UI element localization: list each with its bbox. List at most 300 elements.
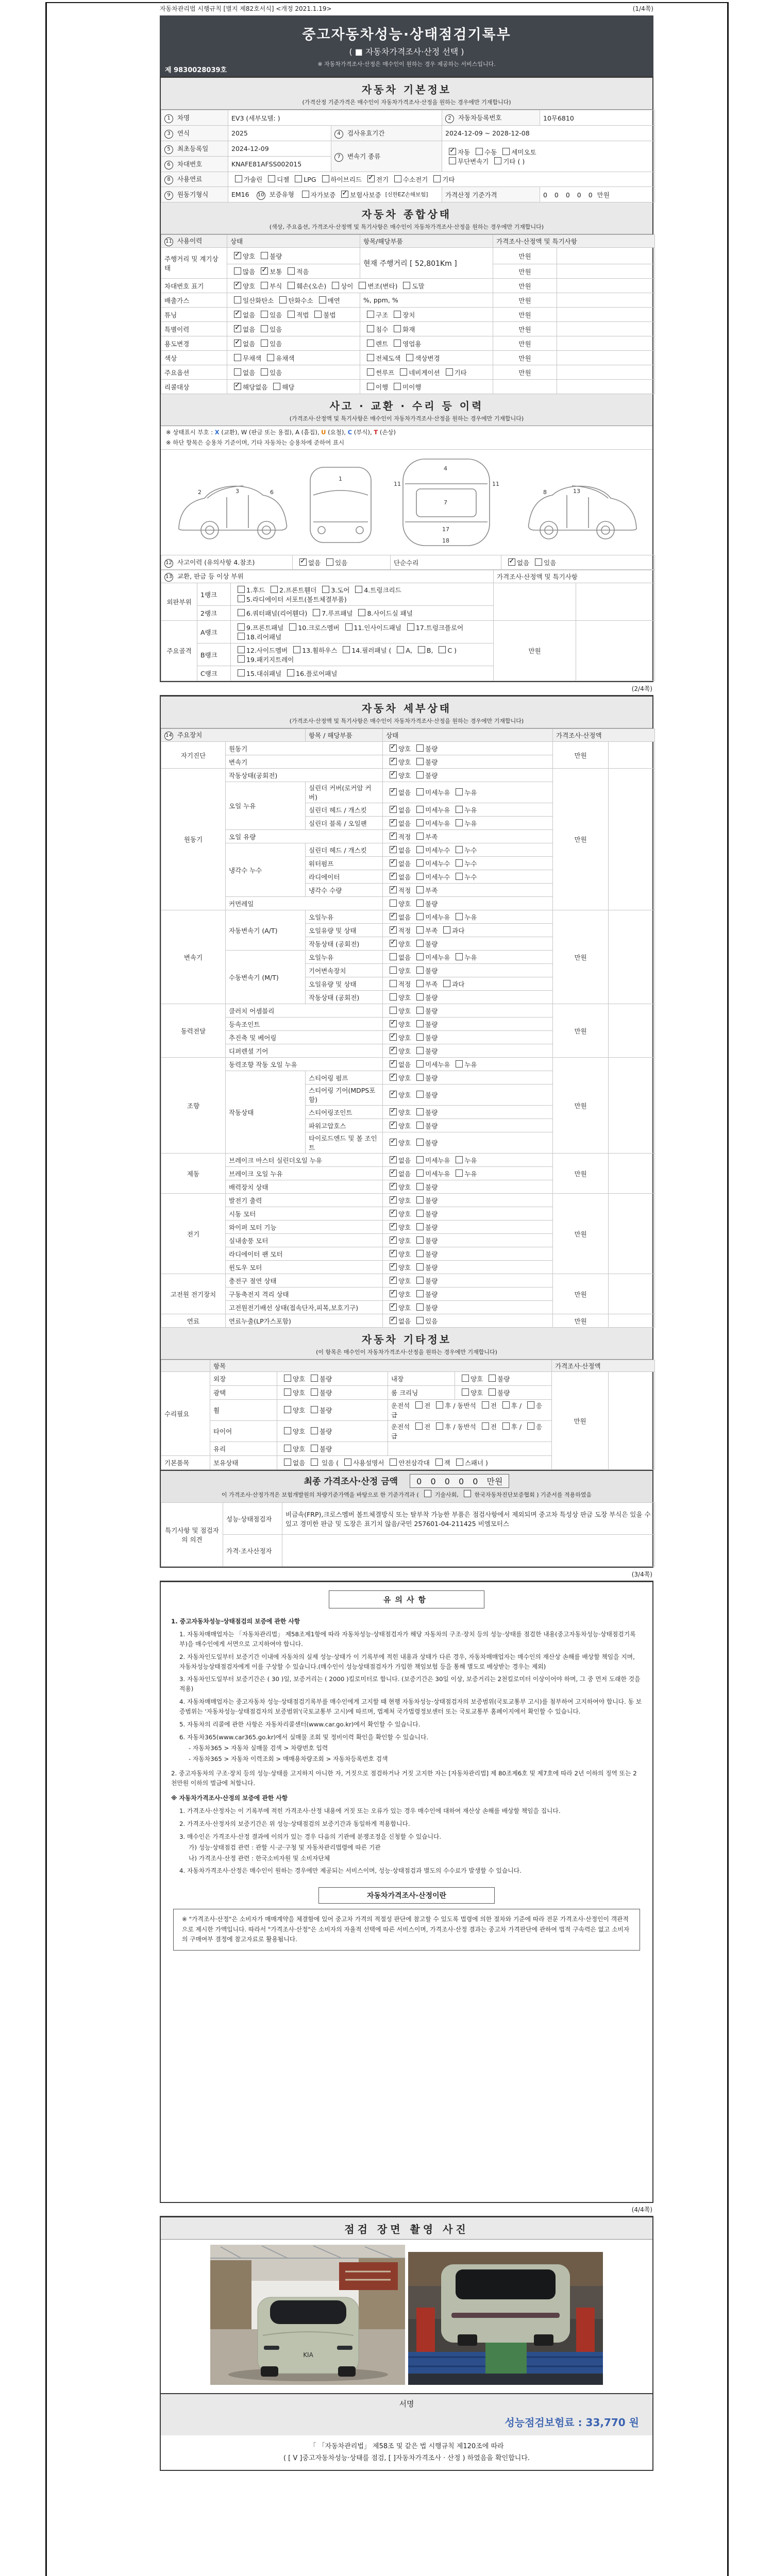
item-cell: 브레이크 오일 누유: [226, 1167, 383, 1180]
rank-note-cell: [576, 621, 655, 681]
etc-section-title: 자동차 기타정보: [361, 1333, 452, 1346]
checkbox-icon: [416, 1290, 424, 1297]
checkbox-icon: [443, 926, 450, 934]
checkbox-icon: [284, 1406, 291, 1413]
accident-section-title: 사고 · 교환 · 수리 등 이력: [329, 400, 484, 412]
item-cell: 라디에이터 팬 모터: [226, 1247, 383, 1261]
rank-items-cell: 9.프론트패널 10.크로스멤버 11.인사이드패널 17.트렁크플로어 18.리어패널: [231, 621, 494, 643]
overall-note-cell: [557, 248, 655, 264]
device-group-cell: 연료: [161, 1314, 226, 1328]
item-cell: 파워고압호스: [306, 1119, 383, 1132]
detail-col-state: 상태: [383, 729, 553, 742]
etc-state-cell-2: 양호 불량: [455, 1372, 552, 1386]
circled-number-icon: 11: [164, 238, 173, 246]
checkbox-icon: [311, 1406, 318, 1413]
checkbox-icon: [416, 913, 424, 920]
checkbox-icon: [238, 623, 245, 631]
value-base-price: 0 0 0 0 0 만원: [540, 187, 655, 202]
diagram-label: 11: [394, 481, 401, 487]
accident-section-header: [161, 394, 652, 426]
checkbox-icon: [416, 1156, 424, 1163]
remarks-appraiser-label: 가격·조사산정자: [223, 1535, 282, 1567]
item-sub-cell: 자동변속기 (A/T): [226, 910, 306, 951]
checkbox-icon: [390, 900, 397, 907]
state-cell: ✓ 없음 미세누유 누유: [383, 1154, 553, 1167]
etc-full-cell: 없음 있음 ( 사용설명서 안전삼각대 잭 스패너 ): [277, 1456, 552, 1470]
diagram-label: 1: [339, 476, 342, 482]
checkbox-icon: [261, 340, 268, 347]
remarks-inspector-text: 비금속(FRP),크로스멤버 볼트체결방식 또는 탈부착 가능한 부품은 점검사항에서 제외되며 중고차 특성상 판금 도장 부식은 있을 수 있고 경미한 판금 및 도장은 표기치 않음/국민 257601-04-211425 비엠모터스: [282, 1503, 655, 1535]
price-cell: 만원: [553, 769, 609, 910]
checkbox-icon: [436, 1401, 443, 1409]
etc-state-cell: 양호 불량: [277, 1400, 388, 1421]
overall-price-cell: 만원: [493, 279, 557, 293]
etc-item-label: 외장: [210, 1372, 277, 1386]
checkbox-icon: [279, 296, 287, 303]
state-cell: ✓ 적정 부족 과다: [383, 924, 553, 937]
state-cell: ✓ 없음 미세누유 누유: [383, 1167, 553, 1180]
rank-items-cell: 15.대쉬패널 16.플로어패널: [231, 666, 494, 681]
checkbox-icon: [416, 1250, 424, 1257]
checkbox-icon: [407, 623, 414, 631]
checkbox-icon: [416, 1047, 424, 1054]
overall-price-cell: 만원: [493, 308, 557, 322]
checkbox-icon: [400, 368, 407, 376]
state-cell: ✓ 양호 불량: [383, 1274, 553, 1287]
overall-price-cell: [493, 380, 557, 394]
checkbox-checked-icon: [508, 558, 515, 566]
state-cell: ✓ 적정 부족: [383, 830, 553, 843]
checkbox-icon: [535, 558, 542, 566]
diagram-label: 11: [492, 481, 499, 487]
state-cell: ✓ 양호 불량: [383, 1261, 553, 1274]
notice-item: 2. 중고자동차의 구조·장치 등의 성능·상태를 고지하지 아니한 자, 거짓으로 점검하거나 거짓 고지한 자는 [자동차관리법] 제 80조제6호 및 제7호에 따라 2년 이하의 징역 또는 2천만원 이하의 벌금에 처합니다.: [171, 1770, 637, 1787]
panel-group-cell: 외판부위: [161, 583, 197, 621]
etc-price-cell: 만원: [552, 1372, 609, 1470]
checkbox-icon: [397, 646, 404, 653]
checkbox-icon: [416, 1170, 424, 1177]
checkbox-icon: [416, 1277, 424, 1284]
state-cell: 양호 불량: [383, 964, 553, 977]
simple-repair-label: 단순수리: [391, 555, 501, 570]
checkbox-icon: [416, 788, 424, 795]
etc-col-price: 가격조사·산정액: [552, 1360, 655, 1372]
checkbox-icon: [489, 1388, 496, 1396]
state-cell: ✓ 양호 불량: [383, 769, 553, 782]
checkbox-icon: [416, 819, 424, 826]
checkbox-icon: [527, 1422, 534, 1430]
diagram-label: 7: [444, 499, 447, 506]
item-cell: 오일유량 및 상태: [306, 977, 383, 991]
checkbox-checked-icon: [234, 325, 241, 332]
checkbox-icon: [238, 669, 245, 676]
note-cell: [609, 1154, 655, 1194]
checkbox-icon: [416, 1223, 424, 1230]
overall-note-cell: [557, 279, 655, 293]
notice-item: 6. 자동차365(www.car365.go.kr)에서 실매물 조회 및 정비이력 확인을 확인할 수 있습니다.: [179, 1733, 429, 1741]
circled-number-icon: 6: [164, 161, 173, 170]
checkbox-icon: [302, 191, 309, 198]
final-price-strip: [161, 1470, 652, 1502]
state-cell: ✓ 양호 불량: [383, 1301, 553, 1314]
checkbox-icon: [456, 859, 463, 867]
checkbox-icon: [390, 953, 397, 960]
checkbox-icon: [271, 586, 278, 593]
state-cell: ✓ 없음 미세누수 누수: [383, 857, 553, 870]
overall-item-cell: %, ppm, %: [360, 293, 493, 308]
document-number: 제 9830028039호: [165, 66, 227, 74]
state-cell: ✓ 없음 있음: [383, 1314, 553, 1328]
checkbox-icon: [322, 175, 329, 182]
diagram-label: 13: [573, 488, 580, 495]
device-group-cell: 자기진단: [161, 742, 226, 769]
note-cell: [609, 769, 655, 910]
checkbox-icon: [406, 354, 413, 361]
notice-item: 1. 중고자동차성능·상태점검의 보증에 관한 사항: [171, 1618, 300, 1625]
final-price-amount: 0 0 0 0 0 만원: [410, 1474, 509, 1488]
circled-number-icon: 14: [164, 732, 173, 740]
state-cell: ✓ 없음 미세누유 누유: [383, 1058, 553, 1071]
title-box: [160, 15, 653, 76]
checkbox-icon: [332, 282, 339, 289]
checkbox-checked-icon: [234, 282, 241, 289]
checkbox-icon: [273, 383, 280, 390]
legend-segment: (흠집),: [299, 429, 322, 436]
final-price-note: 이 가격조사·산정가격은 보험개발원의 차량기준가액을 바탕으로 한 기준가격과 ( 기술사회, 한국자동차진단보증협회 ) 기준서를 적용하였음: [161, 1490, 652, 1499]
page-marker-1: (1/4쪽): [632, 5, 653, 12]
legend-segment: (교환),: [219, 429, 241, 436]
circled-number-icon: 4: [334, 130, 343, 139]
etc-group-cell: 수리필요: [161, 1372, 210, 1456]
checkbox-icon: [311, 1375, 318, 1382]
item-cell: 배력장치 상태: [226, 1180, 383, 1194]
checkbox-checked-icon: [390, 1317, 397, 1324]
notice-item: 5. 자동차의 리콜에 관한 사항은 자동차리콜센터(www.car.go.kr)에서 확인할 수 있습니다.: [179, 1720, 421, 1728]
checkbox-icon: [238, 646, 245, 653]
legend-segment: A: [295, 429, 299, 436]
state-cell: ✓ 양호 불량: [383, 742, 553, 755]
diagram-label: 8: [543, 489, 547, 496]
item-cell: 작동상태 (공회전): [306, 991, 383, 1004]
overall-row-label: 튜닝: [161, 308, 227, 322]
item-cell: 시동 모터: [226, 1207, 383, 1221]
detail-col-device: 14 주요장치: [161, 729, 306, 742]
checkbox-icon: [394, 340, 401, 347]
checkbox-icon: [319, 296, 326, 303]
state-cell: ✓ 없음 미세누유 누유: [383, 817, 553, 830]
checkbox-icon: [238, 609, 245, 616]
circled-number-icon: 12: [164, 559, 173, 568]
overall-col-use-history: 11 사용이력: [161, 235, 227, 248]
etc-item-label-2: 룸 크리닝: [388, 1386, 455, 1400]
block-basic-overall-accident: [160, 76, 653, 682]
state-cell: 양호 불량: [383, 1004, 553, 1018]
checkbox-checked-icon: [390, 1183, 397, 1190]
checkbox-checked-icon: [367, 175, 375, 182]
overall-item-cell: 이행 미이행: [360, 380, 493, 394]
item-cell: 구동축전지 격리 상태: [226, 1287, 383, 1301]
checkbox-icon: [416, 1317, 424, 1324]
diagram-label: 2: [198, 489, 201, 496]
etc-item-label: 유리: [210, 1442, 277, 1456]
checkbox-checked-icon: [390, 926, 397, 934]
basic-section-subtitle: (가격산정 기준가격은 매수인이 자동차가격조사·산정을 원하는 경우에만 기재합니다): [302, 99, 511, 106]
state-cell: ✓ 양호 불량: [383, 755, 553, 769]
accident-history-state: ✓ 없음 있음: [293, 555, 391, 570]
price-cell: 만원: [553, 1154, 609, 1194]
notice-item: 1. 자동차매매업자는 「자동차관리법」 제58조제1항에 따라 자동차성능·상태점검자가 해당 자동차의 구조·장치 등의 성능·상태를 점검한 내용(중고자동차성능·상태점검기록부)을 매수인에게 서면으로 고지하여야 합니다.: [179, 1630, 636, 1648]
state-cell: ✓ 양호 불량: [383, 1044, 553, 1058]
checkbox-icon: [456, 1170, 463, 1177]
device-group-cell: 제동: [161, 1154, 226, 1194]
checkbox-icon: [416, 900, 424, 907]
checkbox-icon: [261, 325, 268, 332]
circled-number-icon: 10: [257, 191, 265, 200]
checkbox-icon: [311, 1388, 318, 1396]
legend-segment: (부식),: [352, 429, 374, 436]
rank-label-cell: C랭크: [197, 666, 231, 681]
overall-item-cell: 전체도색 색상변경: [360, 351, 493, 365]
etc-state-cell: 양호 불량: [277, 1372, 388, 1386]
state-cell: ✓ 양호 불량: [383, 1247, 553, 1261]
note-cell: [609, 742, 655, 769]
remarks-inspector-label: 성능·상태점검자: [223, 1503, 282, 1535]
checkbox-icon: [288, 311, 295, 318]
checkbox-icon: [268, 175, 275, 182]
notice-item: - 자동차365 > 자동차 실매물 검색 > 차량번호 입력: [189, 1744, 328, 1752]
legend-note: ※ 하단 항목은 승용차 기준이며, 기타 자동차는 승용차에 준하여 표시: [166, 439, 345, 446]
checkbox-icon: [456, 806, 463, 813]
item-cell: 커먼레일: [226, 897, 383, 910]
rank-note-cell: [576, 583, 655, 621]
state-cell: ✓ 양호 불량: [383, 937, 553, 951]
accident-history-label: 12 사고이력 (유의사항 4.참조): [161, 555, 293, 570]
circled-number-icon: 5: [164, 145, 173, 154]
checkbox-icon: [234, 267, 241, 275]
item-cell: 오일유량 및 상태: [306, 924, 383, 937]
item-cell: 실내송풍 모터: [226, 1234, 383, 1247]
overall-price-cell: 만원: [493, 248, 557, 264]
diagram-label: 6: [270, 489, 274, 496]
etc-col-item: 항목: [210, 1360, 552, 1372]
checkbox-checked-icon: [390, 913, 397, 920]
price-cell: 만원: [553, 910, 609, 1004]
checkbox-icon: [284, 1445, 291, 1452]
checkbox-checked-icon: [390, 1223, 397, 1230]
checkbox-checked-icon: [261, 267, 268, 275]
value-fuel: 가솔린 디젤 LPG 하이브리드 ✓전기 수소전기 기타: [228, 172, 655, 187]
circled-number-icon: 8: [164, 176, 173, 184]
item-cell: 오일누유: [306, 951, 383, 964]
checkbox-checked-icon: [390, 1263, 397, 1270]
overall-state-cell: 많음 ✓보통 적음: [227, 264, 360, 279]
checkbox-icon: [355, 586, 362, 593]
block-photos-sign: [160, 2216, 653, 2471]
checkbox-icon: [494, 157, 501, 164]
checkbox-icon: [390, 980, 397, 987]
checkbox-icon: [287, 669, 294, 676]
device-group-cell: 동력전달: [161, 1004, 226, 1058]
checkbox-icon: [456, 873, 463, 880]
checkbox-icon: [358, 609, 365, 616]
checkbox-icon: [433, 175, 441, 182]
checkbox-checked-icon: [390, 1091, 397, 1098]
checkbox-icon: [403, 282, 410, 289]
state-cell: ✓ 양호 불량: [383, 1221, 553, 1234]
overall-row-label: 주행거리 및 계기상태: [161, 248, 227, 279]
item-cell: 브레이크 마스터 실린더오일 누유: [226, 1154, 383, 1167]
checkbox-icon: [234, 296, 241, 303]
overall-note-cell: [557, 365, 655, 380]
checkbox-icon: [394, 175, 401, 182]
notice-item: 가) 성능·상태점검 관련 : 관할 시·군·구청 및 자동차관리법령에 따른 기관: [189, 1843, 381, 1851]
checkbox-icon: [456, 1060, 463, 1067]
checkbox-icon: [367, 354, 374, 361]
device-group-cell: 고전원 전기장치: [161, 1274, 226, 1314]
checkbox-icon: [443, 980, 450, 987]
title-option: ( ■ 자동차가격조사·산정 선택 ): [349, 47, 464, 57]
checkbox-icon: [416, 1236, 424, 1244]
photo-section-title: 점검 장면 촬영 사진: [344, 2223, 469, 2235]
overall-state-cell: 무채색 유채색: [227, 351, 360, 365]
checkbox-icon: [456, 846, 463, 853]
checkbox-checked-icon: [390, 1250, 397, 1257]
checkbox-icon: [416, 771, 424, 778]
note-cell: [609, 1274, 655, 1314]
checkbox-icon: [394, 311, 401, 318]
accident-history-row: [161, 555, 655, 570]
item-cell: 추진축 및 베어링: [226, 1031, 383, 1044]
page-marker-2: (2/4쪽): [631, 685, 652, 692]
etc-group-cell: 기본품목: [161, 1456, 210, 1470]
checkbox-icon: [462, 1375, 469, 1382]
item-cell: 작동상태 (공회전): [306, 937, 383, 951]
checkbox-checked-icon: [234, 311, 241, 318]
checkbox-icon: [261, 282, 268, 289]
state-cell: ✓ 적정 부족: [383, 884, 553, 897]
circled-number-icon: 1: [164, 114, 173, 123]
etc-section-header: [161, 1328, 652, 1360]
checkbox-icon: [416, 1139, 424, 1146]
overall-price-cell: 만원: [493, 351, 557, 365]
checkbox-icon: [390, 1007, 397, 1014]
checkbox-icon: [527, 1401, 534, 1409]
checkbox-checked-icon: [390, 1303, 397, 1311]
checkbox-checked-icon: [390, 1210, 397, 1217]
etc-col-blank: [161, 1360, 210, 1372]
checkbox-icon: [439, 646, 446, 653]
checkbox-icon: [284, 1427, 291, 1434]
checkbox-icon: [502, 1422, 510, 1430]
checkbox-icon: [416, 1108, 424, 1115]
item-cell: 냉각수 수량: [306, 884, 383, 897]
item-cell: 충전구 절연 상태: [226, 1274, 383, 1287]
etc-state-cell-2: 양호 불량: [455, 1386, 552, 1400]
checkbox-icon: [394, 325, 401, 332]
checkbox-icon: [416, 806, 424, 813]
checkbox-icon: [416, 1210, 424, 1217]
exchange-header-label: 13 교환, 판금 등 이상 부위: [161, 570, 494, 583]
inspection-fee: 성능점검보험료 : 33,770 원: [505, 2416, 639, 2429]
document-content: [160, 0, 653, 2471]
checkbox-icon: [234, 368, 241, 376]
overall-state-cell: ✓ 해당없음 해당: [227, 380, 360, 394]
checkbox-icon: [416, 953, 424, 960]
label-model-year: 3 연식: [161, 126, 228, 141]
checkbox-icon: [326, 558, 333, 566]
basic-section-header: [161, 78, 652, 110]
overall-col-price: 가격조사·산정액 및 특기사항: [493, 235, 655, 248]
item-cell: 워터펌프: [306, 857, 383, 870]
checkbox-icon: [390, 1459, 397, 1466]
detail-section-header: [161, 697, 652, 728]
checkbox-icon: [502, 148, 510, 155]
etc-position-cell: 운전석 전 후 / 동반석 전 후 / 응급: [388, 1421, 552, 1442]
checkbox-checked-icon: [234, 340, 241, 347]
checkbox-checked-icon: [390, 819, 397, 826]
checkbox-checked-icon: [234, 252, 241, 259]
item-cell: 실린더 커버(로커암 커버): [306, 782, 383, 803]
inspection-photo-rear: [408, 2252, 603, 2385]
detail-section-subtitle: (가격조사·산정액 및 특기사항은 매수인이 자동차가격조사·산정을 원하는 경우에만 기재합니다): [289, 718, 524, 724]
checkbox-icon: [462, 1388, 469, 1396]
checkbox-icon: [314, 311, 322, 318]
checkbox-icon: [390, 993, 397, 1001]
svg-text:KIA: KIA: [303, 2351, 314, 2359]
item-cell: 실린더 블록 / 오일팬: [306, 817, 383, 830]
label-transmission: 7 변속기 종류: [331, 141, 442, 172]
overall-price-cell: 만원: [493, 293, 557, 308]
remarks-table: [161, 1502, 655, 1567]
notice-item: ※ 자동차가격조사·산정의 보증에 관한 사항: [171, 1794, 288, 1802]
exchange-price-header: 가격조사·산정액 및 특기사항: [494, 570, 655, 583]
diagram-label: 4: [444, 465, 447, 472]
price-cell: 만원: [553, 1194, 609, 1274]
checkbox-icon: [416, 993, 424, 1001]
checkbox-icon: [367, 383, 374, 390]
etc-info-table: [161, 1360, 655, 1470]
notice-item: 2. 자동차인도일부터 보증기간 이내에 자동차의 실제 성능·상태가 이 기록부에 적힌 내용과 상태가 다른 경우, 자동차매매업자는 매수인의 재산상 손해를 배상할 책임을 지며, 자동차성능상태점검자에게 이를 구상할 수 있습니다.(매수인이 성능상태점검자가 가입한 책임보험 등을 통해 별도로 배상받는 경우는 제외): [179, 1653, 635, 1670]
price-definition-label: 자동차가격조사·산정이란: [318, 1887, 495, 1904]
label-warranty-type: 10 보증유형: [257, 190, 294, 200]
circled-number-icon: 9: [164, 191, 173, 200]
checkbox-checked-icon: [390, 1196, 397, 1204]
checkbox-checked-icon: [390, 806, 397, 813]
overall-state-cell: ✓ 없음 있음 적법 불법: [227, 308, 360, 322]
checkbox-icon: [456, 913, 463, 920]
basic-info-table: [161, 110, 655, 202]
label-fuel: 8 사용연료: [161, 172, 228, 187]
etc-position-cell: [388, 1442, 552, 1456]
overall-row-label: 배출가스: [161, 293, 227, 308]
checkbox-checked-icon: [390, 940, 397, 947]
checkbox-icon: [416, 873, 424, 880]
checkbox-icon: [502, 1401, 510, 1409]
checkbox-checked-icon: [390, 846, 397, 853]
value-first-reg-date: 2024-12-09: [228, 141, 331, 157]
checkbox-icon: [416, 1122, 424, 1129]
checkbox-icon: [416, 758, 424, 765]
overall-item-cell: 현재 주행거리 [ 52,801Km ]: [360, 248, 493, 279]
state-cell: ✓ 양호 불량: [383, 1106, 553, 1119]
checkbox-checked-icon: [390, 1108, 397, 1115]
label-engine-type: 9 원동기형식: [161, 187, 228, 202]
detail-col-item: 항목 / 해당부품: [306, 729, 383, 742]
checkbox-checked-icon: [449, 148, 456, 155]
checkbox-icon: [322, 586, 329, 593]
item-cell: 윈도우 모터: [226, 1261, 383, 1274]
note-cell: [609, 910, 655, 1004]
